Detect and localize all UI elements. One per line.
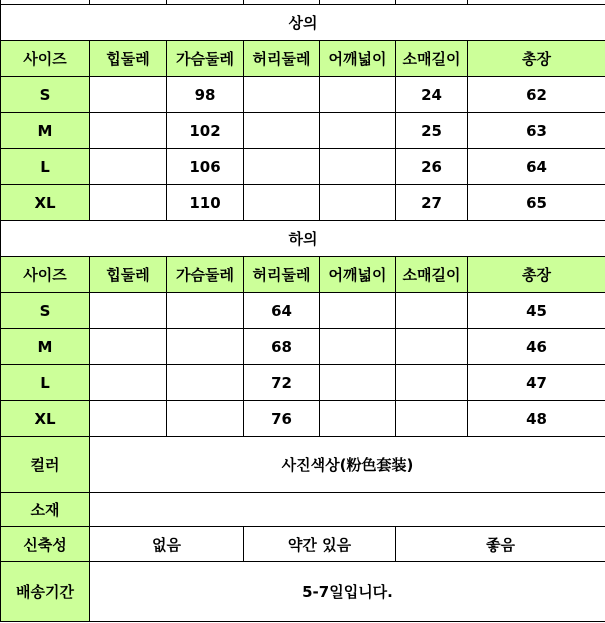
size-cell: L	[1, 149, 90, 185]
header-chest: 가슴둘레	[167, 41, 244, 77]
shoulder-cell	[320, 113, 396, 149]
material-row	[1, 493, 605, 527]
header-waist: 허리둘레	[244, 257, 320, 293]
shoulder-cell	[320, 149, 396, 185]
chest-cell: 106	[167, 149, 244, 185]
waist-cell: 76	[244, 401, 320, 437]
header-size: 사이즈	[1, 257, 90, 293]
table-row	[1, 149, 605, 185]
header-waist: 허리둘레	[244, 41, 320, 77]
waist-cell: 64	[244, 293, 320, 329]
stretch-option-none: 없음	[90, 527, 244, 562]
header-shoulder: 어깨넓이	[320, 257, 396, 293]
sleeve-cell	[396, 293, 468, 329]
length-cell: 63	[468, 113, 605, 149]
header-length: 총장	[468, 257, 605, 293]
shoulder-cell	[320, 401, 396, 437]
hip-cell	[90, 401, 167, 437]
bottom-section-title: 하의	[1, 221, 605, 257]
size-cell: L	[1, 365, 90, 401]
hip-cell	[90, 113, 167, 149]
size-cell: M	[1, 329, 90, 365]
length-cell: 47	[468, 365, 605, 401]
chest-cell	[167, 365, 244, 401]
header-sleeve: 소매길이	[396, 257, 468, 293]
hip-cell	[90, 365, 167, 401]
size-cell: S	[1, 293, 90, 329]
stretch-option-slight: 약간 있음	[244, 527, 396, 562]
color-row	[1, 437, 605, 493]
top-section-title: 상의	[1, 5, 605, 41]
sleeve-cell: 27	[396, 185, 468, 221]
header-sleeve: 소매길이	[396, 41, 468, 77]
hip-cell	[90, 77, 167, 113]
sleeve-cell	[396, 401, 468, 437]
shoulder-cell	[320, 329, 396, 365]
material-label: 소재	[1, 493, 90, 527]
sleeve-cell: 26	[396, 149, 468, 185]
color-value: 사진색상(粉色套装)	[90, 437, 605, 493]
material-value	[90, 493, 605, 527]
table-row	[1, 185, 605, 221]
length-cell: 64	[468, 149, 605, 185]
sleeve-cell	[396, 329, 468, 365]
sleeve-cell	[396, 365, 468, 401]
waist-cell	[244, 149, 320, 185]
chest-cell	[167, 329, 244, 365]
header-hip: 힙둘레	[90, 41, 167, 77]
waist-cell: 72	[244, 365, 320, 401]
size-cell: XL	[1, 185, 90, 221]
color-label: 컬러	[1, 437, 90, 493]
stretch-option-good: 좋음	[396, 527, 605, 562]
size-cell: S	[1, 77, 90, 113]
waist-cell	[244, 77, 320, 113]
size-cell: XL	[1, 401, 90, 437]
waist-cell	[244, 113, 320, 149]
hip-cell	[90, 185, 167, 221]
table-row	[1, 329, 605, 365]
stretch-row	[1, 527, 605, 562]
shoulder-cell	[320, 77, 396, 113]
length-cell: 62	[468, 77, 605, 113]
length-cell: 48	[468, 401, 605, 437]
table-row	[1, 77, 605, 113]
table-row	[1, 293, 605, 329]
table-row	[1, 401, 605, 437]
table-row	[1, 113, 605, 149]
hip-cell	[90, 329, 167, 365]
waist-cell: 68	[244, 329, 320, 365]
hip-cell	[90, 149, 167, 185]
header-length: 총장	[468, 41, 605, 77]
length-cell: 46	[468, 329, 605, 365]
sleeve-cell: 25	[396, 113, 468, 149]
header-hip: 힙둘레	[90, 257, 167, 293]
hip-cell	[90, 293, 167, 329]
sleeve-cell: 24	[396, 77, 468, 113]
chest-cell: 102	[167, 113, 244, 149]
chest-cell: 98	[167, 77, 244, 113]
chest-cell: 110	[167, 185, 244, 221]
length-cell: 45	[468, 293, 605, 329]
shoulder-cell	[320, 293, 396, 329]
waist-cell	[244, 185, 320, 221]
size-cell: M	[1, 113, 90, 149]
chest-cell	[167, 293, 244, 329]
header-size: 사이즈	[1, 41, 90, 77]
shipping-value: 5-7일입니다.	[90, 562, 605, 622]
top-header-row	[1, 41, 605, 77]
bottom-header-row	[1, 257, 605, 293]
table-row	[1, 365, 605, 401]
shipping-label: 배송기간	[1, 562, 90, 622]
chest-cell	[167, 401, 244, 437]
length-cell: 65	[468, 185, 605, 221]
shipping-row	[1, 562, 605, 622]
header-shoulder: 어깨넓이	[320, 41, 396, 77]
shoulder-cell	[320, 365, 396, 401]
header-chest: 가슴둘레	[167, 257, 244, 293]
shoulder-cell	[320, 185, 396, 221]
stretch-label: 신축성	[1, 527, 90, 562]
